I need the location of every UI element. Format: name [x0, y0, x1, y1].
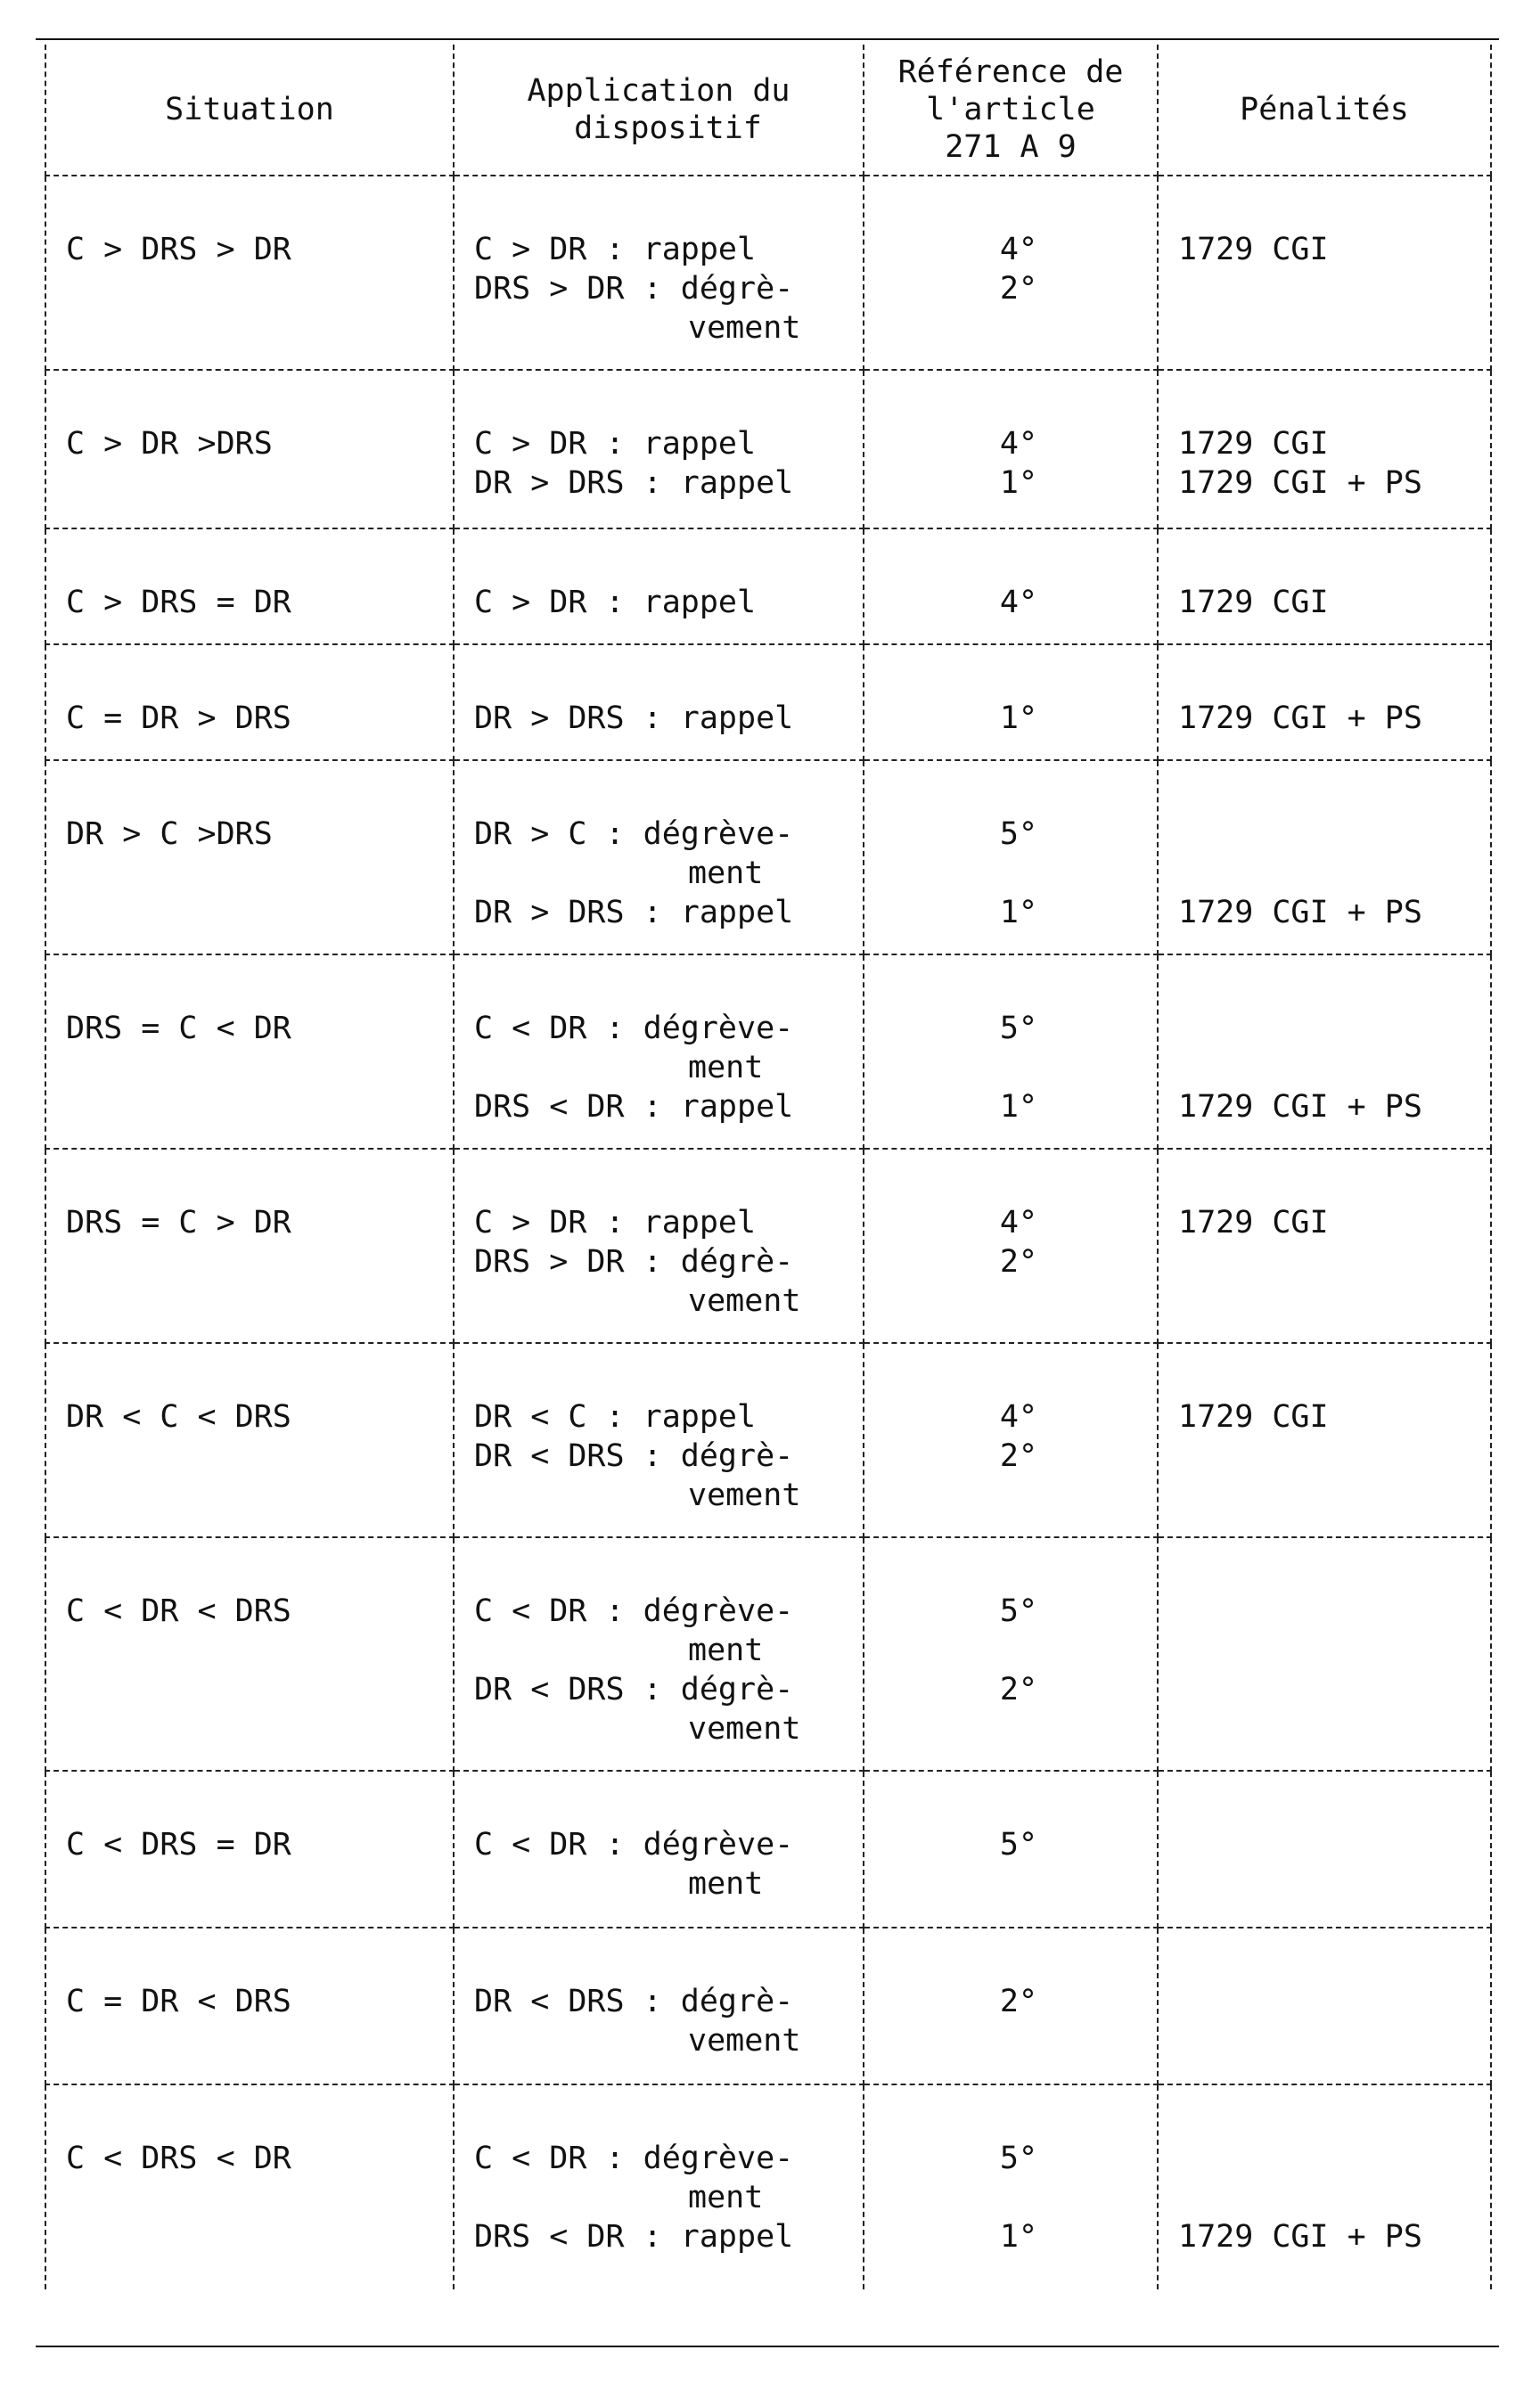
situation-cell	[45, 176, 454, 370]
cell-text: ment	[688, 1633, 764, 1668]
cell-text: 2°	[999, 1244, 1038, 1280]
situation-cell	[45, 1771, 454, 1928]
table-row	[45, 528, 1491, 644]
cell-text: 5°	[999, 816, 1038, 852]
cell-text: C > DR : rappel	[474, 232, 757, 267]
application-cell	[454, 954, 864, 1149]
cell-text: DR > DRS : rappel	[474, 465, 794, 501]
cell-text: C > DRS > DR	[66, 232, 291, 267]
cell-text: vement	[688, 1283, 801, 1319]
cell-text: 4°	[999, 585, 1038, 620]
header-reference: Référence de l'article 271 A 9	[864, 45, 1158, 176]
cell-text: C > DR : rappel	[474, 1205, 757, 1241]
cell-text: DR < DRS : dégrè-	[474, 1984, 794, 2019]
cell-text: C < DRS < DR	[66, 2141, 291, 2176]
cell-text: C < DRS = DR	[66, 1827, 291, 1863]
cell-text: DR < C < DRS	[66, 1399, 291, 1435]
reference-cell	[864, 370, 1158, 528]
cell-text: ment	[688, 856, 764, 891]
reference-cell	[864, 644, 1158, 760]
reference-cell	[864, 760, 1158, 954]
cell-text: 4°	[999, 426, 1038, 462]
cell-text: C > DR >DRS	[66, 426, 273, 462]
cell-text: 1°	[999, 895, 1038, 930]
cell-text: DR > DRS : rappel	[474, 895, 794, 930]
situation-cell	[45, 528, 454, 644]
cell-text: 1729 CGI + PS	[1178, 2219, 1422, 2255]
cell-text: DR < C : rappel	[474, 1399, 757, 1435]
cell-text: 1729 CGI	[1178, 426, 1329, 462]
application-cell	[454, 1928, 864, 2084]
penalites-cell	[1158, 954, 1491, 1149]
header-row	[45, 45, 1491, 176]
cell-text: 1729 CGI	[1178, 1399, 1329, 1435]
cell-text: 1729 CGI + PS	[1178, 895, 1422, 930]
table-row	[45, 1149, 1491, 1343]
cell-text: DRS > DR : dégrè-	[474, 271, 794, 307]
cell-text: DRS < DR : rappel	[474, 1089, 794, 1125]
cell-text: DR > C : dégrève-	[474, 816, 794, 852]
table-row	[45, 644, 1491, 760]
reference-cell	[864, 954, 1158, 1149]
cell-text: C < DR : dégrève-	[474, 1011, 794, 1046]
cell-text: DRS = C < DR	[66, 1011, 291, 1046]
cell-text: vement	[688, 1478, 801, 1513]
cell-text: 4°	[999, 232, 1038, 267]
penalites-cell	[1158, 2084, 1491, 2289]
bottom-rule	[36, 2346, 1499, 2347]
situation-cell	[45, 1149, 454, 1343]
reference-cell	[864, 1928, 1158, 2084]
cell-text: 5°	[999, 1593, 1038, 1629]
table-row	[45, 1343, 1491, 1537]
cell-text: vement	[688, 310, 801, 346]
cell-text: 2°	[999, 1984, 1038, 2019]
penalites-cell	[1158, 760, 1491, 954]
penalites-cell	[1158, 644, 1491, 760]
situation-cell	[45, 1928, 454, 2084]
application-cell	[454, 528, 864, 644]
table-row	[45, 1537, 1491, 1771]
cell-text: C < DR < DRS	[66, 1593, 291, 1629]
cell-text: DRS < DR : rappel	[474, 2219, 794, 2255]
cell-text: DRS = C > DR	[66, 1205, 291, 1241]
penalites-cell	[1158, 1537, 1491, 1771]
cell-text: C > DR : rappel	[474, 426, 757, 462]
cell-text: DR > C >DRS	[66, 816, 273, 852]
reference-cell	[864, 1149, 1158, 1343]
situation-cell	[45, 644, 454, 760]
application-cell	[454, 644, 864, 760]
cell-text: vement	[688, 2023, 801, 2059]
cell-text: ment	[688, 2180, 764, 2215]
table-row	[45, 370, 1491, 528]
cell-text: 1°	[999, 1089, 1038, 1125]
cell-text: 4°	[999, 1205, 1038, 1241]
cell-text: C < DR : dégrève-	[474, 2141, 794, 2176]
application-cell	[454, 1771, 864, 1928]
cell-text: 1729 CGI	[1178, 1205, 1329, 1241]
application-cell	[454, 370, 864, 528]
cell-text: 1°	[999, 700, 1038, 736]
penalites-cell	[1158, 1149, 1491, 1343]
cell-text: 2°	[999, 271, 1038, 307]
cell-text: 1729 CGI	[1178, 585, 1329, 620]
cell-text: 1°	[999, 2219, 1038, 2255]
application-cell	[454, 1149, 864, 1343]
application-cell	[454, 1537, 864, 1771]
application-cell	[454, 760, 864, 954]
cell-text: ment	[688, 1050, 764, 1085]
table-row	[45, 760, 1491, 954]
cell-text: 5°	[999, 2141, 1038, 2176]
cell-text: 2°	[999, 1672, 1038, 1707]
cell-text: 1729 CGI	[1178, 232, 1329, 267]
table-row	[45, 2084, 1491, 2289]
situation-cell	[45, 954, 454, 1149]
header-application: Application du dispositif	[454, 45, 864, 176]
cell-text: 4°	[999, 1399, 1038, 1435]
header-penalites: Pénalités	[1158, 45, 1491, 176]
application-cell	[454, 1343, 864, 1537]
cell-text: 5°	[999, 1827, 1038, 1863]
cell-text: DR > DRS : rappel	[474, 700, 794, 736]
table-row	[45, 176, 1491, 370]
application-cell	[454, 176, 864, 370]
penalty-table	[45, 45, 1492, 2289]
cell-text: 5°	[999, 1011, 1038, 1046]
cell-text: 1°	[999, 465, 1038, 501]
cell-text: DR < DRS : dégrè-	[474, 1672, 794, 1707]
table-row	[45, 1771, 1491, 1928]
penalites-cell	[1158, 1343, 1491, 1537]
cell-text: 1729 CGI + PS	[1178, 465, 1422, 501]
table-row	[45, 954, 1491, 1149]
cell-text: DR < DRS : dégrè-	[474, 1438, 794, 1474]
cell-text: 1729 CGI + PS	[1178, 700, 1422, 736]
reference-cell	[864, 2084, 1158, 2289]
cell-text: ment	[688, 1866, 764, 1902]
penalites-cell	[1158, 370, 1491, 528]
cell-text: C > DRS = DR	[66, 585, 291, 620]
reference-cell	[864, 1343, 1158, 1537]
penalites-cell	[1158, 1928, 1491, 2084]
penalites-cell	[1158, 1771, 1491, 1928]
cell-text: 1729 CGI + PS	[1178, 1089, 1422, 1125]
application-cell	[454, 2084, 864, 2289]
top-rule	[36, 38, 1499, 40]
cell-text: 2°	[999, 1438, 1038, 1474]
cell-text: DRS > DR : dégrè-	[474, 1244, 794, 1280]
cell-text: C = DR < DRS	[66, 1984, 291, 2019]
reference-cell	[864, 1771, 1158, 1928]
cell-text: C < DR : dégrève-	[474, 1593, 794, 1629]
situation-cell	[45, 370, 454, 528]
penalites-cell	[1158, 176, 1491, 370]
situation-cell	[45, 760, 454, 954]
reference-cell	[864, 528, 1158, 644]
cell-text: C = DR > DRS	[66, 700, 291, 736]
cell-text: C < DR : dégrève-	[474, 1827, 794, 1863]
situation-cell	[45, 1537, 454, 1771]
reference-cell	[864, 176, 1158, 370]
header-situation: Situation	[45, 45, 454, 176]
situation-cell	[45, 1343, 454, 1537]
reference-cell	[864, 1537, 1158, 1771]
situation-cell	[45, 2084, 454, 2289]
cell-text: vement	[688, 1711, 801, 1747]
table-row	[45, 1928, 1491, 2084]
cell-text: C > DR : rappel	[474, 585, 757, 620]
penalites-cell	[1158, 528, 1491, 644]
